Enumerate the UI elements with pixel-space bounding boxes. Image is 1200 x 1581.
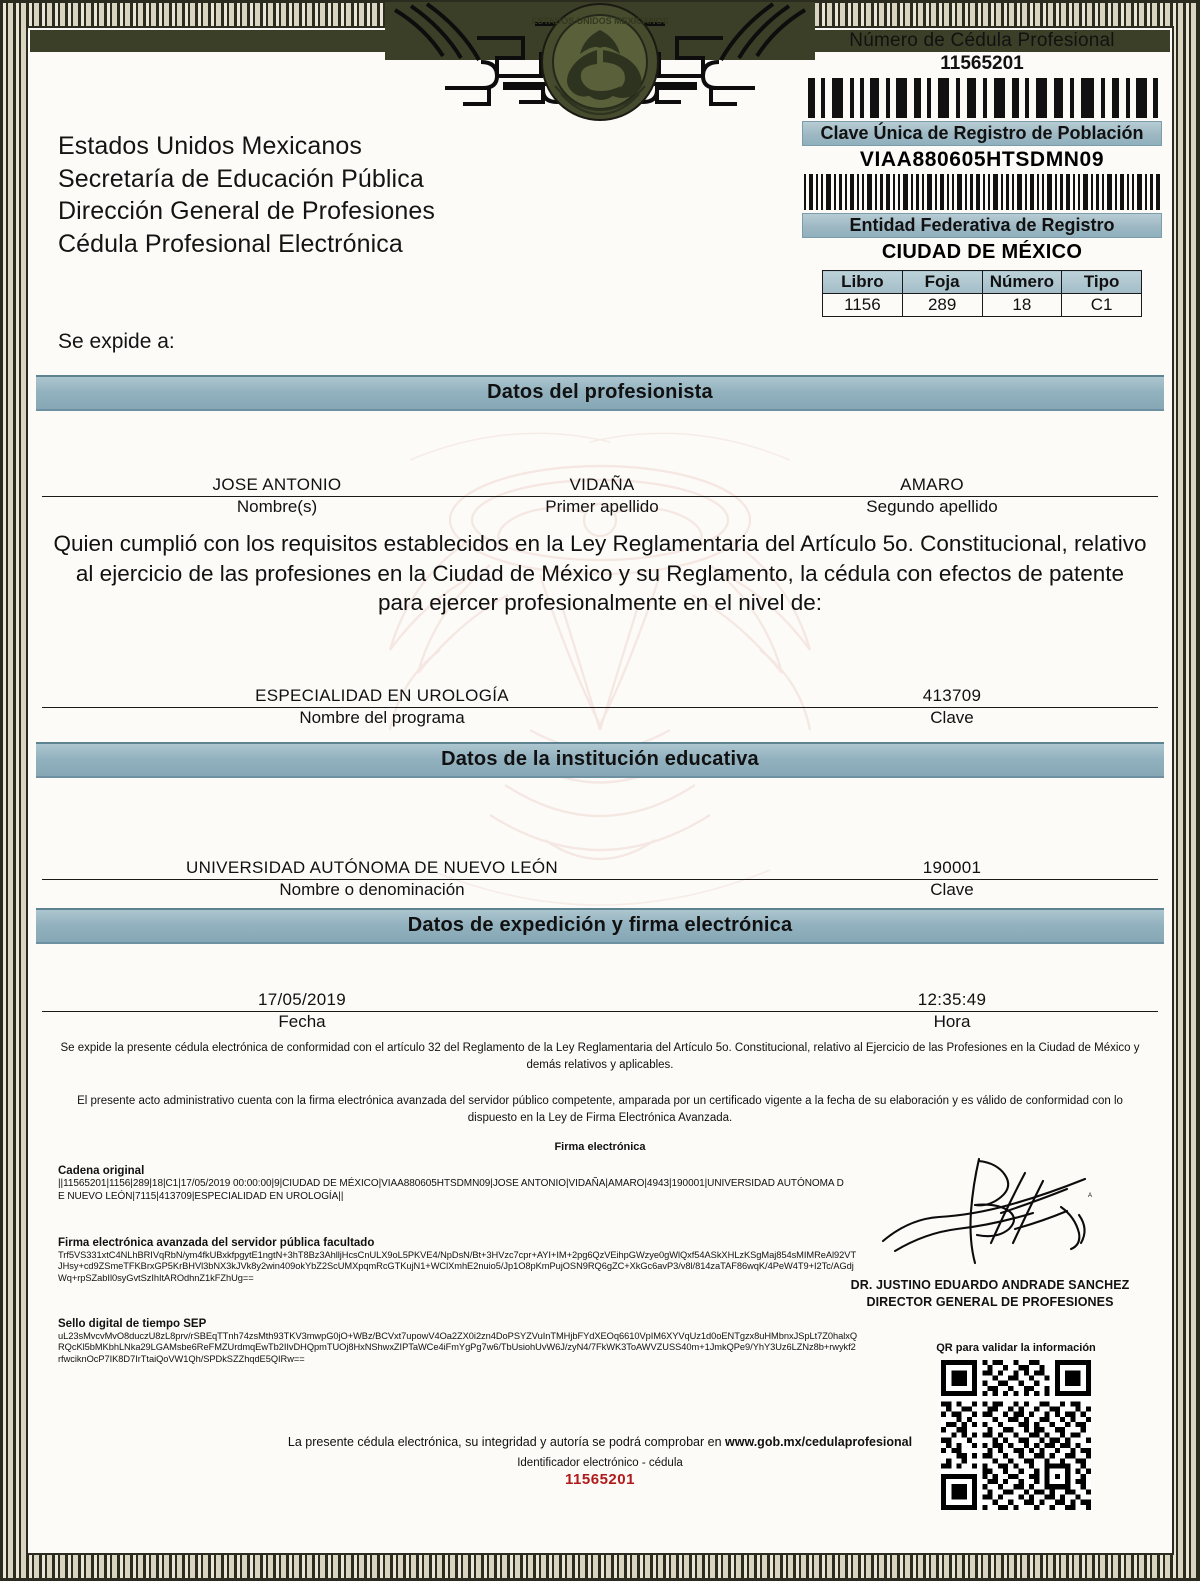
registry-table — [822, 270, 1142, 317]
sello-digital-value: uL23sMvcvMvO8duczU8zL8prv/rSBEqTTnh74zsMth93TKV3mwpG0jO+WBz/BCVxt7upowV4Oa2ZX0i2zn4DoPSYZVuInTMHjbFYdXEOq6610VpIM6XYVqUz1d0oENTgzx8uHMbnxJSpLt7Z0halxQRQcKl5bMKbhLNka29LGAMsbe6ReFMZUrdmqEwTb2IIvDHQpmTUOj8HxNShwxZIPTaWCe4iFmYgPg7w6/TbUsiohUvW6J/zyN4/7FkWK3ToAWVZUSS40m+1JmkQPe9/YhY3Uz6LZNz8b+rwykf2rfwciknOcP7IK8D7IrTtaiQoVW1Qh/SPDkSZZhqdE5QIRw== — [58, 1331, 858, 1364]
cadena-original-block — [58, 1165, 848, 1203]
firma-avanzada-block — [58, 1237, 858, 1284]
handwritten-signature — [875, 1155, 1105, 1275]
fecha-value: 17/05/2019 — [257, 990, 347, 1010]
primer-apellido-value: VIDAÑA — [569, 475, 635, 494]
director-name: DR. JUSTINO EDUARDO ANDRADE SANCHEZ — [850, 1278, 1130, 1292]
institucion-clave-label: Clave — [930, 880, 974, 900]
org-line-3: Dirección General de Profesiones — [58, 197, 436, 225]
segundo-apellido-label: Segundo apellido — [866, 497, 998, 516]
cedula-number-value: 11565201 — [940, 53, 1024, 74]
org-line-1: Estados Unidos Mexicanos — [58, 132, 362, 160]
issuing-authority-block — [58, 130, 435, 260]
programa-clave-label: Clave — [930, 708, 974, 728]
table-row — [823, 294, 1142, 317]
val-tipo: C1 — [1062, 294, 1142, 317]
col-foja: Foja — [902, 271, 982, 294]
primer-apellido-label: Primer apellido — [545, 497, 659, 516]
institucion-fields — [42, 852, 1158, 898]
cadena-original-value: ||11565201|1156|289|18|C1|17/05/2019 00:00:00|9|CIUDAD DE MÉXICO|VIAA880605HTSDMN09|JOSE ANTONIO|VIDAÑA|AMARO|4943|190001|UNIVERSIDAD AUTÓNOMA DE NUEVO LEÓN|7115|413709|ESPECIALIDAD EN UROLOGÍA|| — [58, 1178, 844, 1202]
nombre-label: Nombre(s) — [236, 497, 318, 516]
legal-paragraph-1: Se expide la presente cédula electrónica de conformidad con el artículo 32 del Reglamento de la Ley Reglamentaria del Artículo 5o. Constitucional, relativo al Ejercicio de las Profesiones en la Ciudad de México y demás relativos y aplicables. — [60, 1042, 1140, 1072]
qr-caption: QR para validar la información — [936, 1342, 1096, 1354]
fecha-label: Fecha — [278, 1012, 326, 1032]
firma-avanzada-title: Firma electrónica avanzada del servidor pública facultado — [58, 1237, 375, 1250]
programa-clave-value: 413709 — [922, 686, 982, 706]
cedula-barcode — [802, 78, 1162, 118]
val-numero: 18 — [982, 294, 1062, 317]
val-libro: 1156 — [823, 294, 903, 317]
profesionista-fields — [42, 469, 1158, 515]
verification-line — [30, 1435, 1170, 1449]
sello-digital-title: Sello digital de tiempo SEP — [58, 1318, 207, 1331]
document-body — [30, 16, 1170, 1551]
entidad-federativa-label: Entidad Federativa de Registro — [802, 213, 1162, 238]
table-header-row — [823, 271, 1142, 294]
expedicion-fields — [42, 984, 1158, 1030]
mexican-coat-of-arms-emblem — [385, 2, 815, 127]
institucion-nombre-value: UNIVERSIDAD AUTÓNOMA DE NUEVO LEÓN — [186, 858, 558, 878]
curp-barcode — [802, 174, 1162, 210]
programa-nombre-label: Nombre del programa — [299, 708, 465, 728]
segundo-apellido-value: AMARO — [900, 475, 964, 494]
legal-paragraph-2: El presente acto administrativo cuenta con la firma electrónica avanzada del servidor público competente, amparada por un certificado vigente a la fecha de su elaboración y es válido de conformidad con lo dispuesto en la Ley de Firma Electrónica Avanzada. — [77, 1094, 1123, 1124]
val-foja: 289 — [902, 294, 982, 317]
verification-text: La presente cédula electrónica, su integridad y autoría se podrá comprobar en — [287, 1435, 725, 1449]
verification-url[interactable]: www.gob.mx/cedulaprofesional — [725, 1435, 913, 1449]
col-libro: Libro — [823, 271, 903, 294]
svg-text:A: A — [1088, 1193, 1093, 1199]
institucion-nombre-label: Nombre o denominación — [279, 880, 465, 900]
sello-digital-block — [58, 1318, 858, 1365]
registry-identifiers-panel — [802, 30, 1162, 317]
org-line-2: Secretaría de Educación Pública — [58, 164, 424, 193]
cadena-original-title: Cadena original — [58, 1165, 145, 1178]
nombre-value: JOSE ANTONIO — [212, 475, 342, 494]
institucion-clave-value: 190001 — [922, 858, 982, 878]
section-header-institucion: Datos de la institución educativa — [36, 742, 1164, 778]
hora-value: 12:35:49 — [917, 990, 987, 1010]
identificador-value: 11565201 — [565, 1471, 635, 1488]
programa-nombre-value: ESPECIALIDAD EN UROLOGÍA — [255, 686, 509, 706]
section-header-profesionista: Datos del profesionista — [36, 375, 1164, 411]
col-tipo: Tipo — [1062, 271, 1142, 294]
identificador-label: Identificador electrónico - cédula — [517, 1457, 683, 1469]
firma-electronica-title: Firma electrónica — [554, 1141, 646, 1154]
svg-text:ESTADOS UNIDOS MEXICANOS: ESTADOS UNIDOS MEXICANOS — [531, 16, 669, 26]
org-line-4: Cédula Profesional Electrónica — [58, 229, 403, 258]
programa-fields — [42, 680, 1158, 726]
section-header-expedicion: Datos de expedición y firma electrónica — [36, 908, 1164, 944]
hora-label: Hora — [933, 1012, 971, 1032]
se-expide-a-label: Se expide a: — [58, 330, 175, 353]
director-signature-area — [840, 1155, 1140, 1311]
main-legal-paragraph: Quien cumplió con los requisitos establecidos en la Ley Reglamentaria del Artículo 5o. Constitucional, relativo al ejercicio de las profesiones en la Ciudad de México y su Reglamento, la cédula con efectos de patente para ejercer profesionalmente en el nivel de: — [53, 531, 1147, 616]
director-title: DIRECTOR GENERAL DE PROFESIONES — [866, 1294, 1114, 1309]
cedula-number-label: Número de Cédula Profesional — [849, 30, 1115, 51]
firma-avanzada-value: Trf5VS331xtC4NLhBRIVqRbN/ym4fkUBxkfpgytE1ngtN+3hT8Bz3AhlljHcsCnULX9oL5PKVE4/NpDsN/Bt+3HVzc7cpr+AYI+IM+2pg6QzVEihpGWzye0gWlQxf54ASkXHLzKSgMaj854sMIMReAl92VTJHsy+cd9ZSmeTFKBrxGP5KrBHVl3bNX3kJVk8y2win409okYbZ2ScUMXpqmRcGTKujN1+WClXmhE2nuio5/Jp1O8pKmPujOSN9RQ6gZC+XkGc6avP3/v8l/814zaTAF86wqK/4PeW4T9+I2Tc/AGdjWq+rpSZabIl0syGvtSzIhItAROdhnZ1kFZhUg== — [58, 1250, 857, 1283]
curp-value: VIAA880605HTSDMN09 — [859, 148, 1105, 171]
document-footer — [30, 1435, 1170, 1488]
col-numero: Número — [982, 271, 1062, 294]
curp-label: Clave Única de Registro de Población — [802, 121, 1162, 146]
entidad-federativa-value: CIUDAD DE MÉXICO — [881, 241, 1083, 263]
